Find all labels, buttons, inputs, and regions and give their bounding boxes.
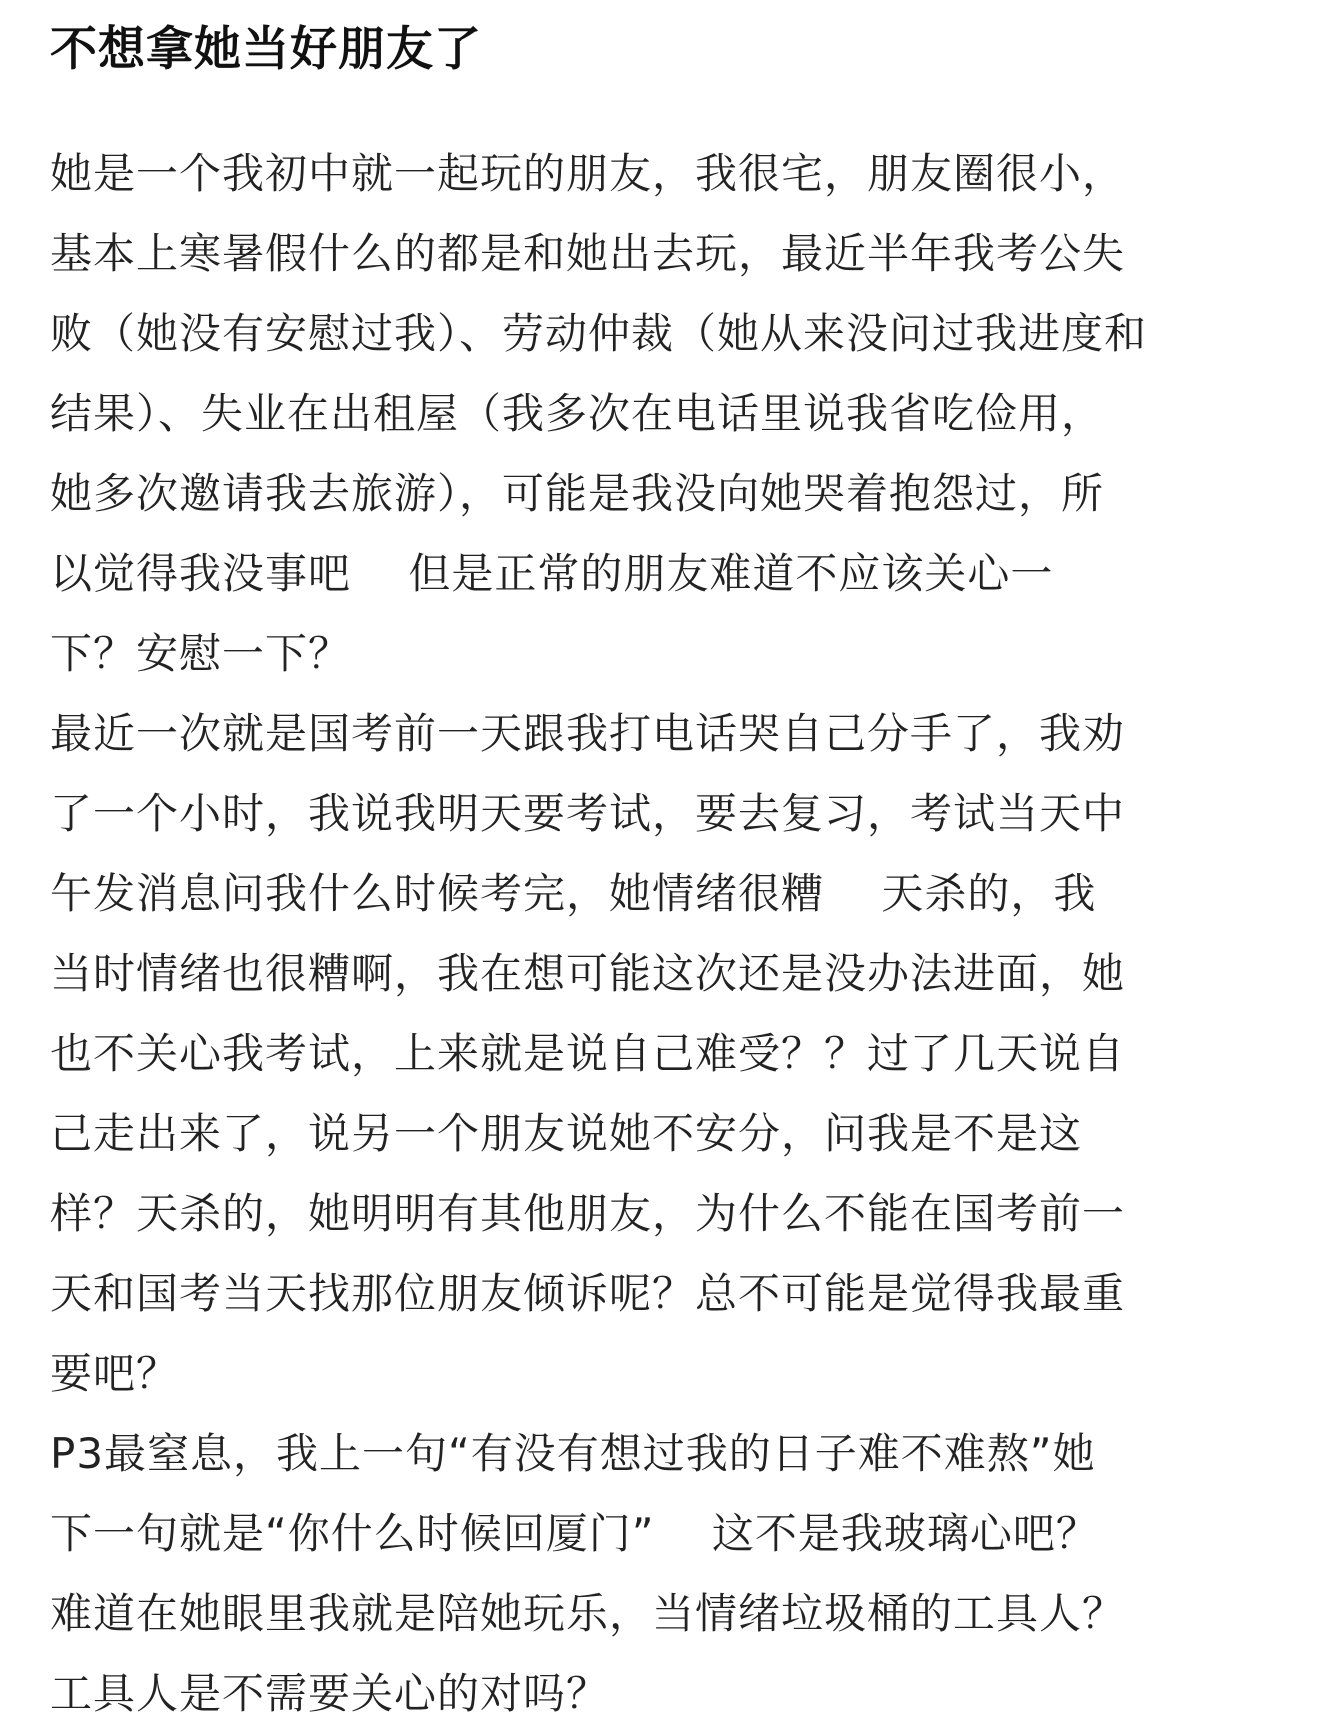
post-line: 难道在她眼里我就是陪她玩乐，当情绪垃圾桶的工具人？	[50, 1589, 1126, 1638]
post-line: 以觉得我没事吧 但是正常的朋友难道不应该关心一	[50, 549, 1054, 598]
post-line: 午发消息问我什么时候考完，她情绪很糟 天杀的，我	[50, 869, 1097, 918]
post-line: 样？天杀的，她明明有其他朋友，为什么不能在国考前一	[50, 1189, 1126, 1238]
post-line: 下？安慰一下？	[50, 629, 352, 678]
post-line: P3最窒息，我上一句“有没有想过我的日子难不难熬”她	[50, 1429, 1096, 1478]
post-line: 她是一个我初中就一起玩的朋友，我很宅，朋友圈很小，	[50, 149, 1126, 198]
post-body	[50, 134, 1290, 1734]
post-line: 败（她没有安慰过我）、劳动仲裁（她从来没问过我进度和	[50, 309, 1148, 358]
post-line: 下一句就是“你什么时候回厦门” 这不是我玻璃心吧？	[50, 1509, 1099, 1558]
post-line: 要吧？	[50, 1349, 180, 1398]
post-line: 了一个小时，我说我明天要考试，要去复习，考试当天中	[50, 789, 1126, 838]
post-line: 结果）、失业在出租屋（我多次在电话里说我省吃俭用，	[50, 389, 1105, 438]
post-title: 不想拿她当好朋友了	[50, 22, 482, 77]
post-line: 己走出来了，说另一个朋友说她不安分，问我是不是这	[50, 1109, 1083, 1158]
post	[50, 0, 1290, 1734]
post-line: 她多次邀请我去旅游），可能是我没向她哭着抱怨过，所	[50, 469, 1105, 518]
post-line: 工具人是不需要关心的对吗？	[50, 1669, 610, 1718]
post-line: 天和国考当天找那位朋友倾诉呢？总不可能是觉得我最重	[50, 1269, 1126, 1318]
post-line: 也不关心我考试，上来就是说自己难受？？过了几天说自	[50, 1029, 1126, 1078]
post-line: 当时情绪也很糟啊，我在想可能这次还是没办法进面，她	[50, 949, 1126, 998]
post-line: 基本上寒暑假什么的都是和她出去玩，最近半年我考公失	[50, 229, 1126, 278]
post-line: 最近一次就是国考前一天跟我打电话哭自己分手了，我劝	[50, 709, 1126, 758]
